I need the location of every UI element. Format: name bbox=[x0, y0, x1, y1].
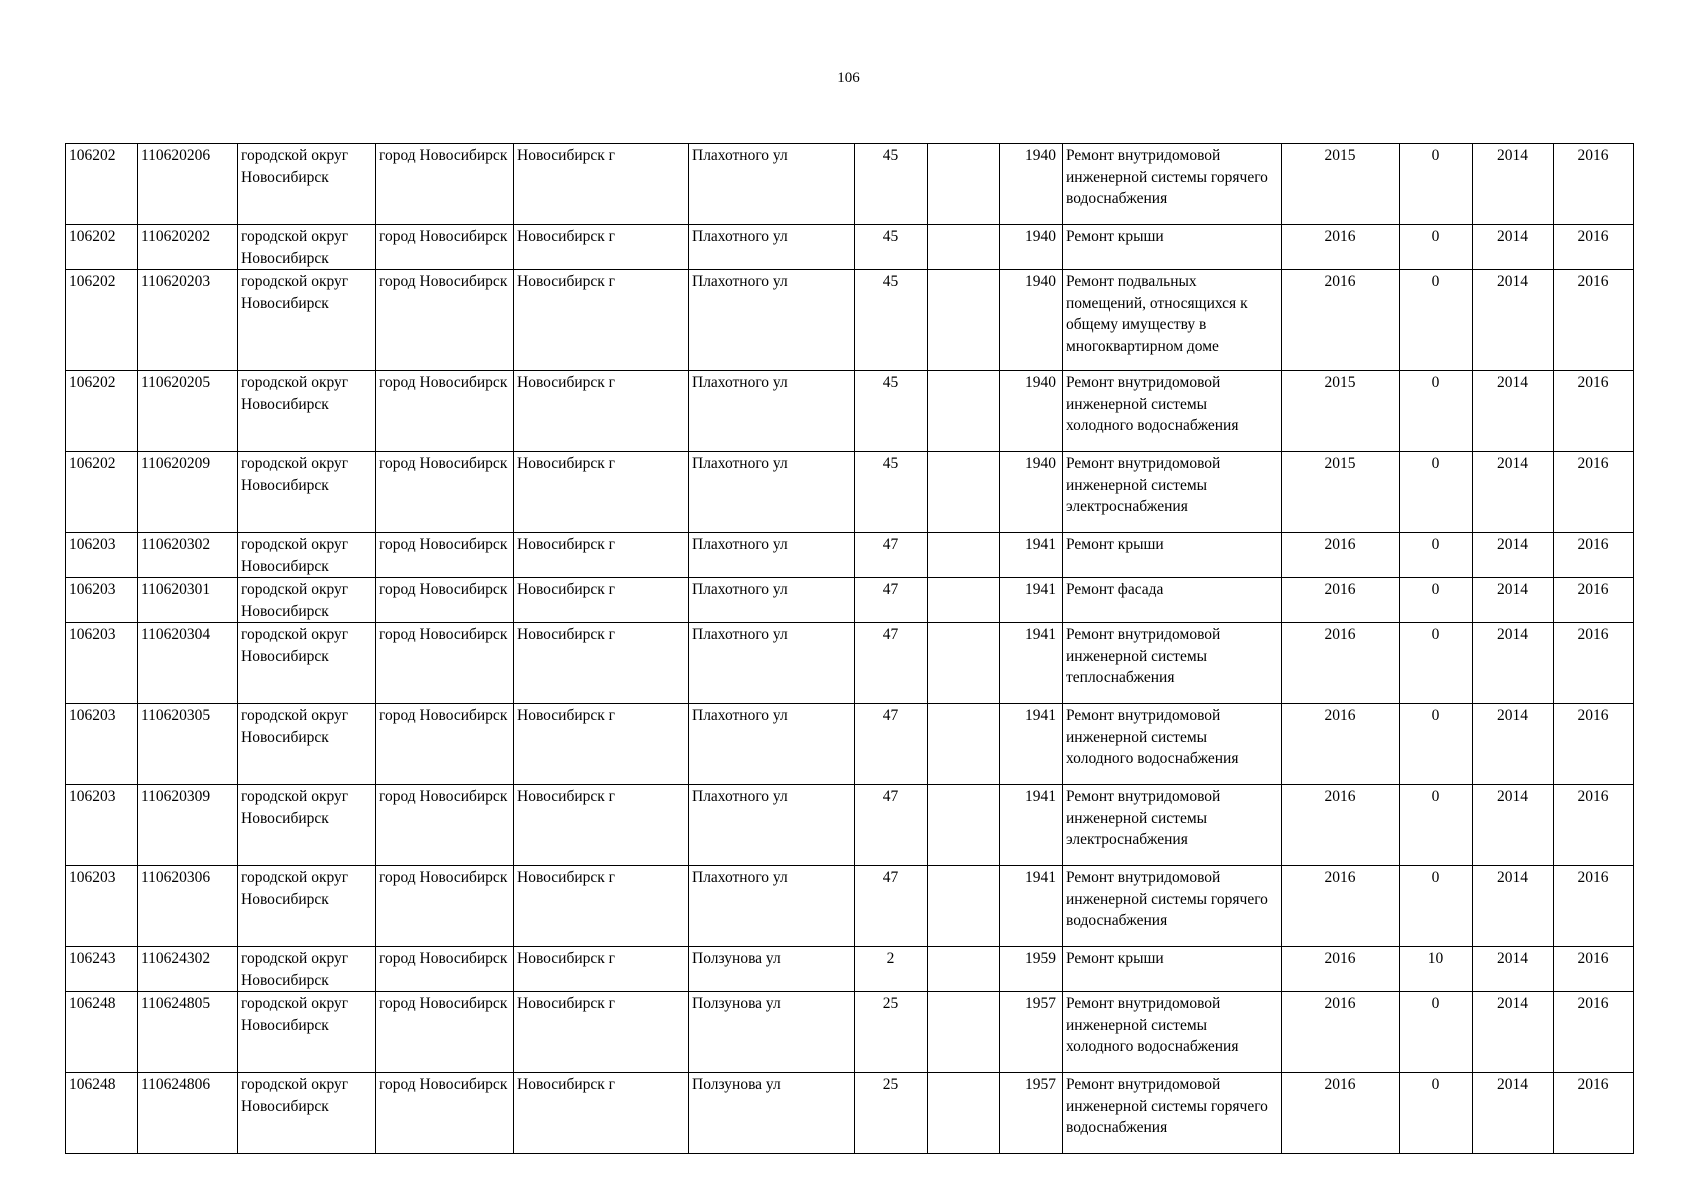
cell-plan-year: 2015 bbox=[1282, 144, 1400, 225]
cell-end-year: 2016 bbox=[1554, 623, 1634, 704]
cell-plan-year: 2016 bbox=[1282, 704, 1400, 785]
cell-house-id: 106203 bbox=[66, 704, 138, 785]
cell-end-year: 2016 bbox=[1554, 578, 1634, 623]
cell-end-year: 2016 bbox=[1554, 533, 1634, 578]
cell-street: Ползунова ул bbox=[689, 992, 855, 1073]
cell-building bbox=[928, 947, 1000, 992]
cell-house-number: 47 bbox=[855, 578, 928, 623]
cell-start-year: 2014 bbox=[1473, 947, 1554, 992]
cell-build-year: 1957 bbox=[1000, 992, 1063, 1073]
cell-wear-percent: 0 bbox=[1400, 578, 1473, 623]
cell-locality: Новосибирск г bbox=[514, 452, 689, 533]
cell-plan-year: 2015 bbox=[1282, 452, 1400, 533]
cell-work-id: 110620306 bbox=[138, 866, 238, 947]
cell-house-id: 106203 bbox=[66, 866, 138, 947]
cell-start-year: 2014 bbox=[1473, 452, 1554, 533]
cell-wear-percent: 0 bbox=[1400, 270, 1473, 371]
cell-end-year: 2016 bbox=[1554, 225, 1634, 270]
cell-building bbox=[928, 704, 1000, 785]
cell-house-number: 45 bbox=[855, 452, 928, 533]
cell-house-id: 106248 bbox=[66, 992, 138, 1073]
cell-plan-year: 2016 bbox=[1282, 1073, 1400, 1154]
cell-house-id: 106202 bbox=[66, 371, 138, 452]
cell-start-year: 2014 bbox=[1473, 623, 1554, 704]
cell-work-id: 110620302 bbox=[138, 533, 238, 578]
cell-wear-percent: 0 bbox=[1400, 704, 1473, 785]
cell-work-id: 110620305 bbox=[138, 704, 238, 785]
cell-locality: Новосибирск г bbox=[514, 270, 689, 371]
cell-plan-year: 2016 bbox=[1282, 866, 1400, 947]
cell-street: Ползунова ул bbox=[689, 947, 855, 992]
cell-street: Плахотного ул bbox=[689, 578, 855, 623]
cell-end-year: 2016 bbox=[1554, 1073, 1634, 1154]
cell-work-type: Ремонт внутридомовой инженерной системы электроснабжения bbox=[1063, 452, 1282, 533]
cell-house-number: 25 bbox=[855, 992, 928, 1073]
cell-house-id: 106202 bbox=[66, 270, 138, 371]
cell-building bbox=[928, 270, 1000, 371]
cell-locality: Новосибирск г bbox=[514, 144, 689, 225]
cell-plan-year: 2015 bbox=[1282, 371, 1400, 452]
cell-end-year: 2016 bbox=[1554, 947, 1634, 992]
cell-house-id: 106203 bbox=[66, 785, 138, 866]
cell-street: Плахотного ул bbox=[689, 452, 855, 533]
cell-locality: Новосибирск г bbox=[514, 623, 689, 704]
cell-settlement: город Новосибирск bbox=[376, 704, 514, 785]
cell-house-number: 47 bbox=[855, 623, 928, 704]
cell-work-id: 110620309 bbox=[138, 785, 238, 866]
cell-district: городской округ Новосибирск bbox=[238, 704, 376, 785]
cell-locality: Новосибирск г bbox=[514, 992, 689, 1073]
cell-build-year: 1957 bbox=[1000, 1073, 1063, 1154]
cell-settlement: город Новосибирск bbox=[376, 371, 514, 452]
cell-work-id: 110620205 bbox=[138, 371, 238, 452]
cell-building bbox=[928, 533, 1000, 578]
cell-build-year: 1940 bbox=[1000, 144, 1063, 225]
cell-settlement: город Новосибирск bbox=[376, 1073, 514, 1154]
cell-building bbox=[928, 225, 1000, 270]
cell-work-type: Ремонт внутридомовой инженерной системы горячего водоснабжения bbox=[1063, 866, 1282, 947]
cell-wear-percent: 0 bbox=[1400, 992, 1473, 1073]
cell-district: городской округ Новосибирск bbox=[238, 270, 376, 371]
cell-locality: Новосибирск г bbox=[514, 1073, 689, 1154]
cell-district: городской округ Новосибирск bbox=[238, 866, 376, 947]
cell-street: Плахотного ул bbox=[689, 371, 855, 452]
cell-work-id: 110624805 bbox=[138, 992, 238, 1073]
cell-start-year: 2014 bbox=[1473, 992, 1554, 1073]
table-row bbox=[66, 947, 1634, 992]
cell-building bbox=[928, 785, 1000, 866]
table-row bbox=[66, 578, 1634, 623]
cell-work-type: Ремонт внутридомовой инженерной системы горячего водоснабжения bbox=[1063, 144, 1282, 225]
cell-building bbox=[928, 1073, 1000, 1154]
table-row bbox=[66, 371, 1634, 452]
cell-build-year: 1941 bbox=[1000, 704, 1063, 785]
cell-wear-percent: 10 bbox=[1400, 947, 1473, 992]
table-row bbox=[66, 452, 1634, 533]
cell-build-year: 1941 bbox=[1000, 578, 1063, 623]
table-row bbox=[66, 1073, 1634, 1154]
cell-plan-year: 2016 bbox=[1282, 270, 1400, 371]
table-row bbox=[66, 704, 1634, 785]
cell-house-id: 106203 bbox=[66, 578, 138, 623]
cell-house-number: 45 bbox=[855, 144, 928, 225]
cell-work-type: Ремонт внутридомовой инженерной системы холодного водоснабжения bbox=[1063, 992, 1282, 1073]
cell-end-year: 2016 bbox=[1554, 452, 1634, 533]
cell-district: городской округ Новосибирск bbox=[238, 1073, 376, 1154]
cell-house-number: 45 bbox=[855, 371, 928, 452]
cell-plan-year: 2016 bbox=[1282, 785, 1400, 866]
cell-settlement: город Новосибирск bbox=[376, 992, 514, 1073]
cell-house-id: 106203 bbox=[66, 533, 138, 578]
cell-start-year: 2014 bbox=[1473, 578, 1554, 623]
cell-settlement: город Новосибирск bbox=[376, 533, 514, 578]
cell-building bbox=[928, 866, 1000, 947]
cell-house-number: 25 bbox=[855, 1073, 928, 1154]
cell-start-year: 2014 bbox=[1473, 1073, 1554, 1154]
cell-district: городской округ Новосибирск bbox=[238, 144, 376, 225]
cell-work-id: 110620209 bbox=[138, 452, 238, 533]
cell-build-year: 1940 bbox=[1000, 225, 1063, 270]
cell-street: Плахотного ул bbox=[689, 785, 855, 866]
cell-work-id: 110620203 bbox=[138, 270, 238, 371]
cell-build-year: 1940 bbox=[1000, 371, 1063, 452]
cell-end-year: 2016 bbox=[1554, 270, 1634, 371]
cell-build-year: 1941 bbox=[1000, 533, 1063, 578]
cell-end-year: 2016 bbox=[1554, 704, 1634, 785]
table-row bbox=[66, 144, 1634, 225]
cell-start-year: 2014 bbox=[1473, 270, 1554, 371]
cell-street: Плахотного ул bbox=[689, 225, 855, 270]
cell-locality: Новосибирск г bbox=[514, 371, 689, 452]
cell-locality: Новосибирск г bbox=[514, 704, 689, 785]
cell-wear-percent: 0 bbox=[1400, 1073, 1473, 1154]
cell-district: городской округ Новосибирск bbox=[238, 785, 376, 866]
table-row bbox=[66, 270, 1634, 371]
cell-work-id: 110624806 bbox=[138, 1073, 238, 1154]
cell-work-id: 110620202 bbox=[138, 225, 238, 270]
cell-street: Плахотного ул bbox=[689, 704, 855, 785]
cell-wear-percent: 0 bbox=[1400, 144, 1473, 225]
table-body bbox=[66, 144, 1634, 1154]
cell-house-id: 106243 bbox=[66, 947, 138, 992]
cell-district: городской округ Новосибирск bbox=[238, 225, 376, 270]
cell-start-year: 2014 bbox=[1473, 533, 1554, 578]
cell-house-number: 47 bbox=[855, 785, 928, 866]
cell-district: городской округ Новосибирск bbox=[238, 533, 376, 578]
cell-work-id: 110624302 bbox=[138, 947, 238, 992]
table-row bbox=[66, 533, 1634, 578]
cell-work-type: Ремонт крыши bbox=[1063, 947, 1282, 992]
cell-end-year: 2016 bbox=[1554, 992, 1634, 1073]
cell-work-type: Ремонт внутридомовой инженерной системы теплоснабжения bbox=[1063, 623, 1282, 704]
cell-plan-year: 2016 bbox=[1282, 225, 1400, 270]
cell-locality: Новосибирск г bbox=[514, 578, 689, 623]
cell-street: Ползунова ул bbox=[689, 1073, 855, 1154]
cell-plan-year: 2016 bbox=[1282, 533, 1400, 578]
cell-build-year: 1940 bbox=[1000, 270, 1063, 371]
cell-build-year: 1941 bbox=[1000, 866, 1063, 947]
cell-wear-percent: 0 bbox=[1400, 623, 1473, 704]
cell-house-id: 106248 bbox=[66, 1073, 138, 1154]
cell-house-number: 2 bbox=[855, 947, 928, 992]
cell-building bbox=[928, 371, 1000, 452]
cell-street: Плахотного ул bbox=[689, 623, 855, 704]
cell-district: городской округ Новосибирск bbox=[238, 452, 376, 533]
cell-start-year: 2014 bbox=[1473, 785, 1554, 866]
cell-building bbox=[928, 144, 1000, 225]
cell-work-type: Ремонт подвальных помещений, относящихся к общему имуществу в многоквартирном доме bbox=[1063, 270, 1282, 371]
cell-district: городской округ Новосибирск bbox=[238, 623, 376, 704]
cell-house-id: 106202 bbox=[66, 452, 138, 533]
cell-build-year: 1940 bbox=[1000, 452, 1063, 533]
table-row bbox=[66, 623, 1634, 704]
page-number: 106 bbox=[837, 70, 860, 86]
cell-settlement: город Новосибирск bbox=[376, 623, 514, 704]
cell-settlement: город Новосибирск bbox=[376, 578, 514, 623]
cell-building bbox=[928, 452, 1000, 533]
cell-end-year: 2016 bbox=[1554, 371, 1634, 452]
cell-locality: Новосибирск г bbox=[514, 866, 689, 947]
cell-start-year: 2014 bbox=[1473, 371, 1554, 452]
cell-street: Плахотного ул bbox=[689, 866, 855, 947]
cell-end-year: 2016 bbox=[1554, 785, 1634, 866]
cell-locality: Новосибирск г bbox=[514, 947, 689, 992]
cell-end-year: 2016 bbox=[1554, 866, 1634, 947]
cell-wear-percent: 0 bbox=[1400, 533, 1473, 578]
cell-house-number: 47 bbox=[855, 704, 928, 785]
table-row bbox=[66, 225, 1634, 270]
repair-program-table bbox=[65, 143, 1634, 1154]
table-row bbox=[66, 866, 1634, 947]
cell-start-year: 2014 bbox=[1473, 704, 1554, 785]
cell-settlement: город Новосибирск bbox=[376, 225, 514, 270]
cell-settlement: город Новосибирск bbox=[376, 144, 514, 225]
cell-settlement: город Новосибирск bbox=[376, 270, 514, 371]
cell-house-number: 47 bbox=[855, 533, 928, 578]
cell-end-year: 2016 bbox=[1554, 144, 1634, 225]
table-row bbox=[66, 785, 1634, 866]
cell-street: Плахотного ул bbox=[689, 533, 855, 578]
cell-work-type: Ремонт внутридомовой инженерной системы электроснабжения bbox=[1063, 785, 1282, 866]
cell-settlement: город Новосибирск bbox=[376, 785, 514, 866]
cell-house-id: 106202 bbox=[66, 225, 138, 270]
cell-build-year: 1941 bbox=[1000, 623, 1063, 704]
cell-wear-percent: 0 bbox=[1400, 866, 1473, 947]
cell-work-type: Ремонт фасада bbox=[1063, 578, 1282, 623]
cell-plan-year: 2016 bbox=[1282, 623, 1400, 704]
cell-district: городской округ Новосибирск bbox=[238, 947, 376, 992]
cell-house-number: 45 bbox=[855, 225, 928, 270]
cell-work-id: 110620301 bbox=[138, 578, 238, 623]
cell-build-year: 1941 bbox=[1000, 785, 1063, 866]
cell-building bbox=[928, 578, 1000, 623]
cell-wear-percent: 0 bbox=[1400, 225, 1473, 270]
cell-build-year: 1959 bbox=[1000, 947, 1063, 992]
cell-work-id: 110620206 bbox=[138, 144, 238, 225]
cell-plan-year: 2016 bbox=[1282, 947, 1400, 992]
cell-house-number: 45 bbox=[855, 270, 928, 371]
cell-plan-year: 2016 bbox=[1282, 992, 1400, 1073]
cell-street: Плахотного ул bbox=[689, 270, 855, 371]
cell-house-id: 106202 bbox=[66, 144, 138, 225]
cell-wear-percent: 0 bbox=[1400, 371, 1473, 452]
cell-district: городской округ Новосибирск bbox=[238, 371, 376, 452]
cell-wear-percent: 0 bbox=[1400, 452, 1473, 533]
cell-settlement: город Новосибирск bbox=[376, 866, 514, 947]
cell-locality: Новосибирск г bbox=[514, 533, 689, 578]
cell-work-type: Ремонт крыши bbox=[1063, 225, 1282, 270]
cell-start-year: 2014 bbox=[1473, 144, 1554, 225]
cell-settlement: город Новосибирск bbox=[376, 452, 514, 533]
cell-district: городской округ Новосибирск bbox=[238, 992, 376, 1073]
cell-settlement: город Новосибирск bbox=[376, 947, 514, 992]
cell-work-type: Ремонт внутридомовой инженерной системы холодного водоснабжения bbox=[1063, 371, 1282, 452]
cell-work-id: 110620304 bbox=[138, 623, 238, 704]
cell-house-id: 106203 bbox=[66, 623, 138, 704]
cell-work-type: Ремонт внутридомовой инженерной системы горячего водоснабжения bbox=[1063, 1073, 1282, 1154]
table-row bbox=[66, 992, 1634, 1073]
cell-building bbox=[928, 992, 1000, 1073]
cell-start-year: 2014 bbox=[1473, 866, 1554, 947]
cell-locality: Новосибирск г bbox=[514, 785, 689, 866]
cell-plan-year: 2016 bbox=[1282, 578, 1400, 623]
cell-start-year: 2014 bbox=[1473, 225, 1554, 270]
cell-building bbox=[928, 623, 1000, 704]
cell-district: городской округ Новосибирск bbox=[238, 578, 376, 623]
cell-work-type: Ремонт крыши bbox=[1063, 533, 1282, 578]
cell-work-type: Ремонт внутридомовой инженерной системы холодного водоснабжения bbox=[1063, 704, 1282, 785]
cell-street: Плахотного ул bbox=[689, 144, 855, 225]
cell-locality: Новосибирск г bbox=[514, 225, 689, 270]
cell-wear-percent: 0 bbox=[1400, 785, 1473, 866]
cell-house-number: 47 bbox=[855, 866, 928, 947]
